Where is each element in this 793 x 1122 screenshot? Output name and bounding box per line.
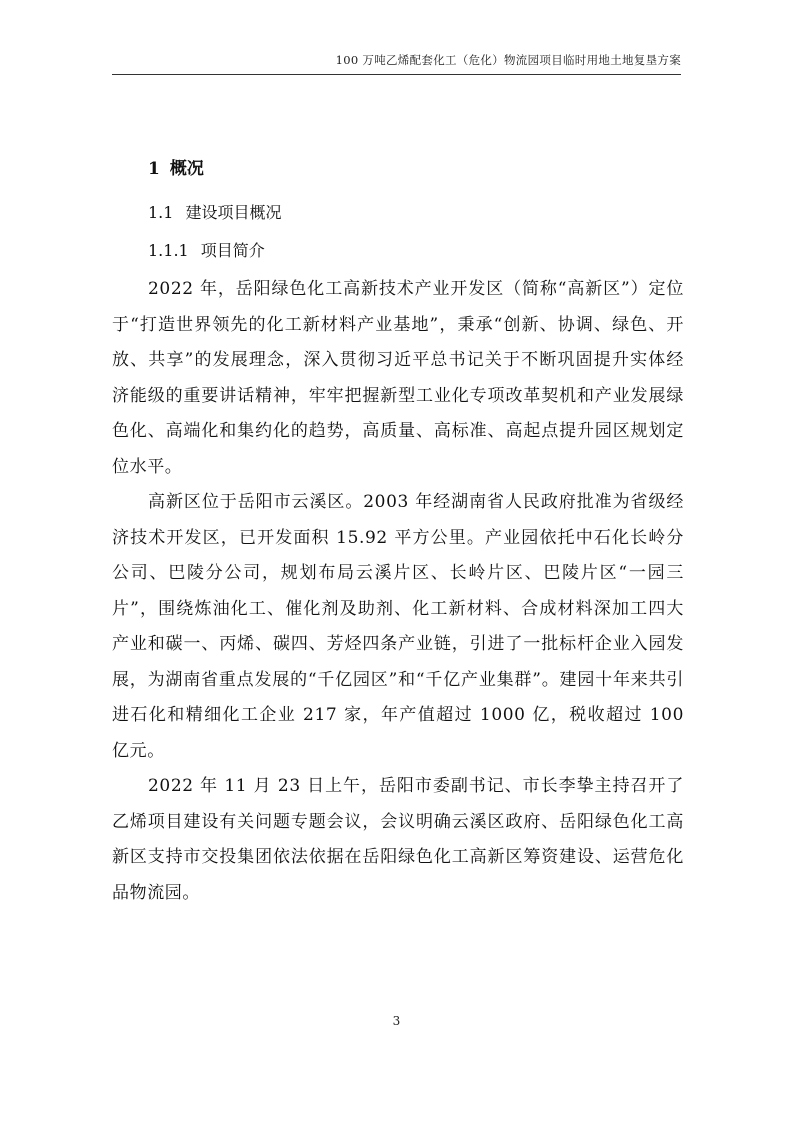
section-title: 项目简介 — [200, 241, 265, 260]
section-number: 1.1 — [148, 203, 174, 222]
running-header: 100 万吨乙烯配套化工（危化）物流园项目临时用地土地复垦方案 — [335, 53, 681, 67]
section-title: 概况 — [169, 159, 204, 179]
section-title: 建设项目概况 — [185, 203, 282, 222]
section-heading-2 — [148, 196, 684, 230]
paragraph: 2022 年 11 月 23 日上午，岳阳市委副书记、市长李挚主持召开了乙烯项目建设有关问题专题会议，会议明确云溪区政府、岳阳绿色化工高新区支持市交投集团依法依据在岳阳绿色化工高新区筹资建设、运营危化品物流园。 — [112, 776, 684, 903]
section-number: 1.1.1 — [148, 241, 189, 260]
paragraph: 高新区位于岳阳市云溪区。2003 年经湖南省人民政府批准为省级经济技术开发区，已开发面积 15.92 平方公里。产业园依托中石化长岭分公司、巴陵分公司，规划布局云溪片区、长岭片区、巴陵片区“一园三片”，围绕炼油化工、催化剂及助剂、化工新材料、合成材料深加工四大产业和碳一、丙烯、碳四、芳烃四条产业链，引进了一批标杆企业入园发展，为湖南省重点发展的“千亿园区”和“千亿产业集群”。建园十年来共引进石化和精细化工企业 217 家，年产值超过 1000 亿，税收超过 100 亿元。 — [112, 492, 684, 761]
document-body — [112, 152, 684, 911]
header-rule — [112, 74, 681, 75]
section-number: 1 — [148, 159, 160, 179]
paragraph: 2022 年，岳阳绿色化工高新技术产业开发区（简称“高新区”）定位于“打造世界领先的化工新材料产业基地”，秉承“创新、协调、绿色、开放、共享”的发展理念，深入贯彻习近平总书记关于不断巩固提升实体经济能级的重要讲话精神，牢牢把握新型工业化专项改革契机和产业发展绿色化、高端化和集约化的趋势，高质量、高标准、高起点提升园区规划定位水平。 — [112, 279, 684, 477]
section-heading-3 — [148, 234, 684, 268]
section-heading-1 — [148, 152, 684, 186]
page-number: 3 — [392, 1014, 401, 1028]
